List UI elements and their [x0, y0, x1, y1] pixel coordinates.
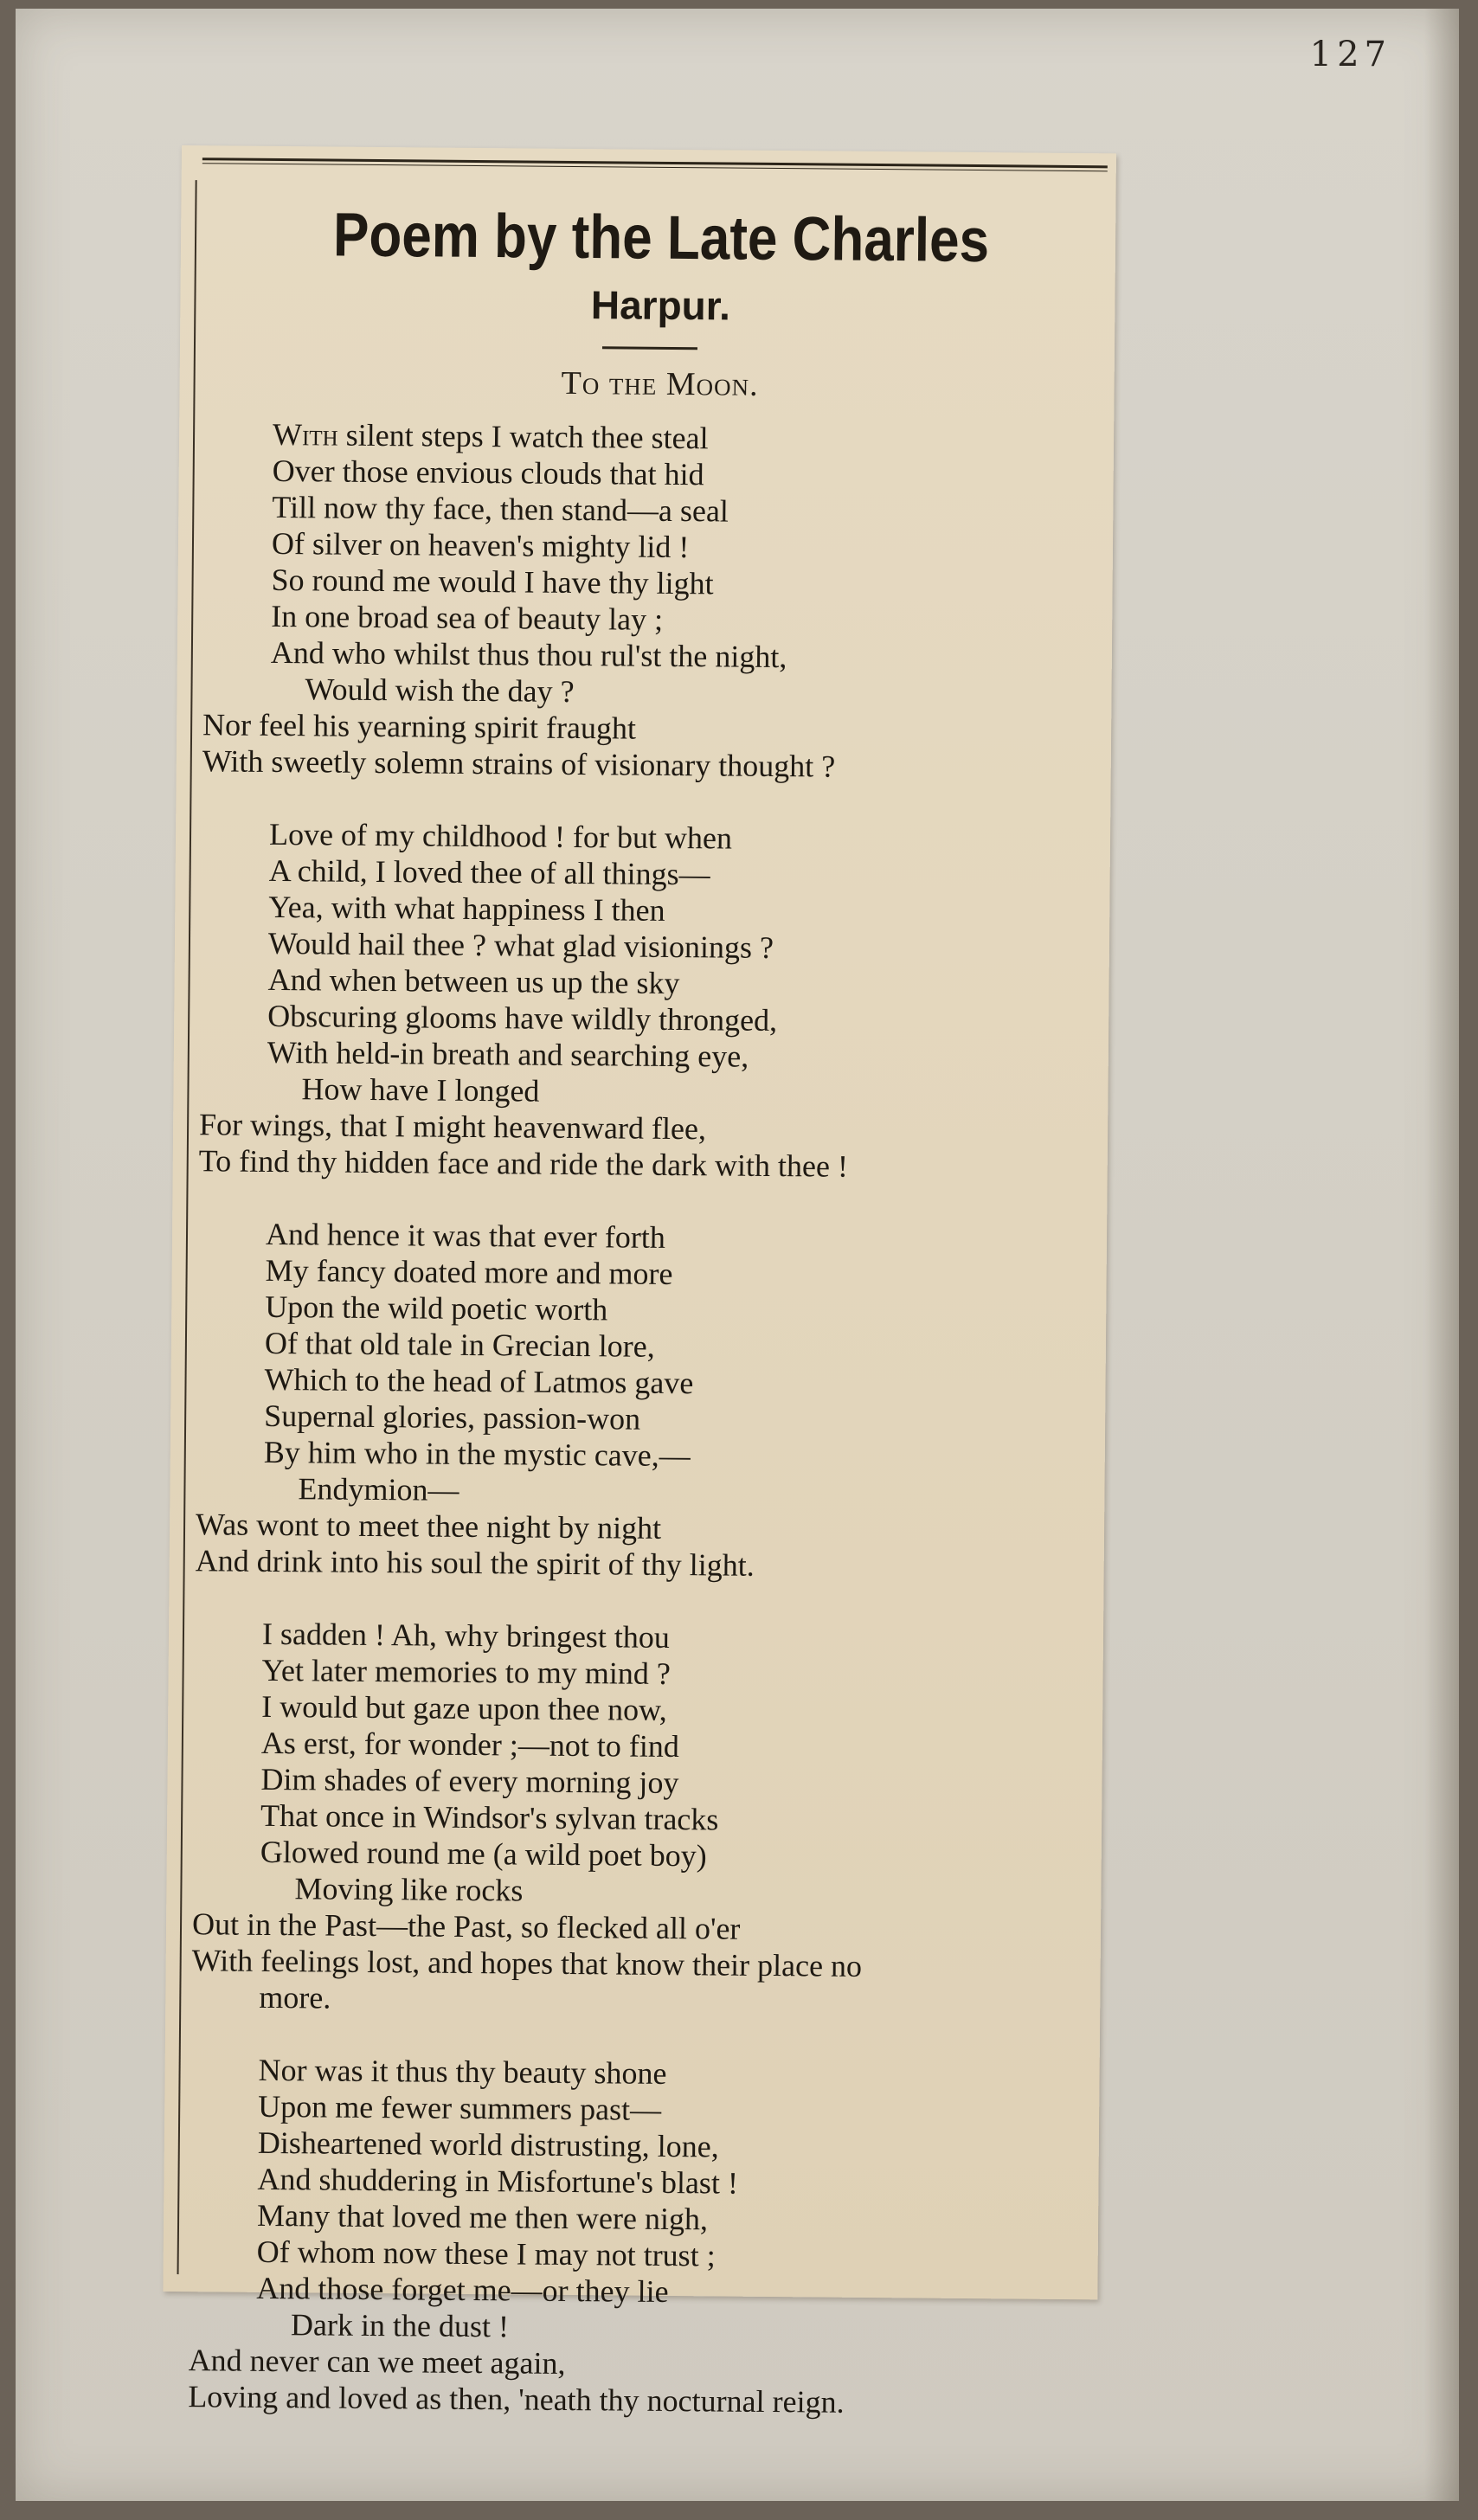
- poem-line-text: Till now thy face, then stand—a seal: [272, 489, 729, 529]
- poem-line-text: For wings, that I might heavenward flee,: [198, 1107, 707, 1147]
- poem-line-text: Yet later memories to my mind ?: [261, 1652, 672, 1691]
- clipping-subtitle: Harpur.: [590, 282, 731, 329]
- poem-line-text: And never can we meet again,: [188, 2343, 566, 2381]
- poem-line-text: And who whilst thus thou rul'st the night,: [270, 634, 787, 675]
- poem-body: [188, 415, 1122, 2459]
- poem-line: [196, 1542, 1113, 1586]
- poem-line-text: Loving and loved as then, 'neath thy nocturnal reign.: [188, 2379, 845, 2420]
- poem-line-text: Nor feel his yearning spirit fraught: [202, 707, 637, 746]
- poem-line-text: Out in the Past—the Past, so flecked all o'er: [191, 1906, 741, 1946]
- poem-line: [188, 2378, 1105, 2422]
- poem-line-text: How have I longed: [301, 1071, 540, 1109]
- poem-line-text: Over those envious clouds that hid: [272, 453, 704, 492]
- poem-line-text: To find thy hidden face and ride the dark with thee !: [198, 1143, 849, 1184]
- top-double-rule: [202, 158, 1108, 171]
- poem-line-text: I sadden ! Ah, why bringest thou: [261, 1616, 671, 1655]
- poem-line-text: A child, I loved thee of all things—: [268, 852, 710, 892]
- page-edge-shadow: [1424, 9, 1459, 2501]
- poem-line-text: With sweetly solemn strains of visionary thought ?: [202, 743, 836, 784]
- poem-line-text: With held-in breath and searching eye,: [267, 1034, 749, 1074]
- poem-line-text: Many that loved me then were nigh,: [256, 2197, 709, 2237]
- poem-line-text: Would wish the day ?: [305, 672, 575, 709]
- poem-line-text: Yea, with what happiness I then: [268, 889, 665, 928]
- poem-heading: To the Moon.: [561, 364, 759, 403]
- poem-line-text: And drink into his soul the spirit of thy light.: [195, 1543, 755, 1583]
- poem-line-text: silent steps I watch thee steal: [337, 417, 709, 456]
- poem-line-text: Of that old tale in Grecian lore,: [264, 1325, 655, 1364]
- clipping-title: Poem by the Late Charles: [332, 201, 990, 276]
- poem-line: [191, 1978, 1108, 2022]
- newspaper-clipping: [163, 145, 1116, 2420]
- poem-line-text: Was wont to meet thee night by night: [195, 1507, 662, 1546]
- poem-line-text: Disheartened world distrusting, lone,: [257, 2125, 719, 2164]
- poem-line-text: In one broad sea of beauty lay ;: [271, 598, 664, 637]
- poem-stanza: [191, 1615, 1112, 2022]
- page-number: 127: [1309, 35, 1391, 74]
- poem-line-text: Moving like rocks: [294, 1871, 524, 1908]
- scrapbook-page: [16, 9, 1459, 2501]
- poem-line-text: That once in Windsor's sylvan tracks: [260, 1797, 719, 1837]
- poem-line-text: Of whom now these I may not trust ;: [256, 2234, 716, 2273]
- poem-line-text: more.: [259, 1979, 331, 2015]
- poem-line-text: Dim shades of every morning joy: [260, 1761, 679, 1801]
- poem-line-text: Nor was it thus thy beauty shone: [258, 2052, 667, 2091]
- poem-line-text: So round me would I have thy light: [271, 562, 714, 601]
- poem-line-text: With feelings lost, and hopes that know their place no: [191, 1943, 863, 1983]
- poem-line: [199, 1142, 1116, 1186]
- poem-line-text: As erst, for wonder ;—not to find: [260, 1725, 679, 1765]
- poem-line-text: Of silver on heaven's mighty lid !: [271, 525, 690, 565]
- poem-stanza: [196, 1215, 1116, 1586]
- poem-line-text: I would but gaze upon thee now,: [261, 1688, 667, 1727]
- poem-line-text: Glowed round me (a wild poet boy): [260, 1834, 707, 1874]
- poem-line-text: Endymion—: [298, 1471, 459, 1508]
- poem-line-text: By him who in the mystic cave,—: [263, 1434, 691, 1474]
- poem-stanza: [188, 2051, 1108, 2422]
- poem-line-text: Dark in the dust !: [290, 2307, 510, 2344]
- poem-line-text: And shuddering in Misfortune's blast !: [257, 2161, 739, 2201]
- poem-line-text: Obscuring glooms have wildly thronged,: [267, 998, 778, 1038]
- poem-line-text: And hence it was that ever forth: [265, 1216, 666, 1255]
- poem-line: [202, 742, 1120, 787]
- poem-line-text: And those forget me—or they lie: [256, 2270, 669, 2310]
- poem-line-text: Love of my childhood ! for but when: [268, 816, 733, 856]
- poem-line-text: My fancy doated more and more: [265, 1252, 673, 1292]
- poem-stanza: [202, 415, 1123, 787]
- poem-line-text: Would hail thee ? what glad visionings ?: [267, 925, 774, 966]
- poem-line-text: Upon the wild poetic worth: [265, 1289, 608, 1328]
- poem-line-text: And when between us up the sky: [267, 961, 680, 1001]
- poem-line-text: Supernal glories, passion-won: [264, 1398, 641, 1437]
- poem-line-text: Upon me fewer summers past—: [258, 2088, 662, 2127]
- poem-line-lead: With: [272, 416, 338, 453]
- poem-stanza: [199, 815, 1120, 1186]
- title-divider: [602, 346, 697, 350]
- poem-line-text: Which to the head of Latmos gave: [264, 1361, 694, 1401]
